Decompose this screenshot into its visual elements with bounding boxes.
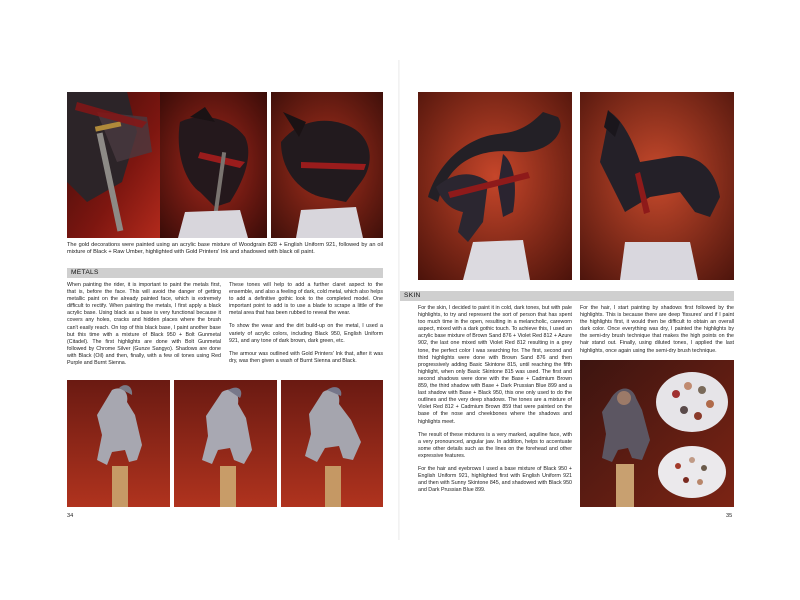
- skin-heading: SKIN: [404, 292, 421, 299]
- photo-horse-rearing-2: [580, 92, 734, 280]
- photo-sword-closeup: [67, 92, 160, 238]
- skin-paragraph: For the skin, I decided to paint it in cold, dark tones, but with pale highlights, to try and represent the sort of person that has spent too much time in the open, resulting in a melancholic, careworn aspect, mixed with a dark gothic touch. To achieve this, I used an acrylic base mixture of Brown Sand 876 + Violet Red 812 + Azure 902, the last one mixed with Violet Red 812 resulting in a grey tone, the perfect color I was searching for. The first, second and third highlights were done with Brown Sand 876 and then progressively adding Basic Skintone 815, until reaching the fifth highlight, when only Basic Skintone 815 was used. The first and second shadows were done with the Base + Cadmium Brown 859, the third shadow with Base + Dark Prussian Blue 899 and a last shadow with Base + Black 950, this one only used to do the outlines and the very deep shadows. The tones are a mixture of Violet Red 812 + Cadmium Brown 859 that were painted on the base of the nose and cheekbones where the shadows and highlights meet.: [418, 305, 572, 425]
- photo-rider-grey-1: [67, 380, 170, 507]
- skin-column-1: [418, 305, 572, 500]
- page-number-right: 35: [726, 513, 733, 519]
- skin-heading-bar: [400, 291, 734, 301]
- metals-paragraph: These tones will help to add a further claret aspect to the ensemble, and also a feeling of dark, cold metal, which also helps to add a definitive gothic look to the completed model. One important point to add is to use a blade to scrape a little of the metal area that has been rubbed to reveal the wear.: [229, 282, 383, 317]
- metals-column-2: [229, 282, 383, 371]
- metals-paragraph: When painting the rider, it is important to paint the metals first, that is, before the face. This will avoid the danger of getting metallic paint on the already painted face, which is extremely difficult to rectify. When painting the metals, I first apply a black acrylic base. Using black as a base is very functional because it covers any holes, cracks and hidden places where the brush can't easily reach. On top of this black base, I paint another base but this time with a mixture of Black 950 + Bolt Gunmetal (Citadel). The first highlights are done with Bolt Gunmetal followed by Chrome Silver (Gunze Sangyo). Shadows are done with Black (Oil) and then, finally, with a few oil tones using Red Purple and Burnt Sienna.: [67, 282, 221, 367]
- right-page: [400, 0, 800, 600]
- photo-rider-grey-2: [174, 380, 277, 507]
- page-number-left: 34: [67, 513, 74, 519]
- photo-horse-rearing-1: [418, 92, 572, 280]
- metals-heading-bar: [67, 268, 383, 278]
- skin-paragraph: For the hair, I start painting by shadows first followed by the highlights. This is because there are deep 'fissures' and if I paint the highlights first, it would then be difficult to obtain an overall dark color. Once everything was dry, I painted the highlights by the semi-dry brush technique that makes the high points on the hair stand out. Finally, using diluted tones, I applied the last highlights, once again using the semi-dry brush technique.: [580, 305, 734, 354]
- skin-column-2: [580, 305, 734, 361]
- photo-horse-front: [160, 92, 267, 238]
- photo-rider-grey-3: [281, 380, 383, 507]
- skin-paragraph: For the hair and eyebrows I used a base mixture of Black 950 + English Uniform 921, highlighted first with English Uniform 921 and then with Sunny Skintone 845, and shadowed with Black 950 and Dark Prussian Blue 899.: [418, 465, 572, 494]
- photo-horse-side: [271, 92, 383, 238]
- metals-paragraph: The armour was outlined with Gold Printers' Ink that, after it was dry, was then given a wash of Burnt Sienna and Black.: [229, 350, 383, 364]
- metals-paragraph: To show the wear and the dirt build-up on the metal, I used a variety of acrylic colors, including Black 950, English Uniform 921, and any tone of dark brown, dark green, etc.: [229, 323, 383, 344]
- photo-rider-painted-with-palette: [580, 360, 734, 507]
- metals-heading: METALS: [71, 269, 99, 276]
- metals-column-1: [67, 282, 221, 373]
- photo-caption: The gold decorations were painted using an acrylic base mixture of Woodgrain 828 + English Uniform 921, followed by an oil mixture of Black + Raw Umber, highlighted with Gold Printers' Ink and shadowed with black oil paint.: [67, 242, 383, 256]
- skin-paragraph: The result of these mixtures is a very marked, aquiline face, with a very pronounced, angular jaw. In addition, helps to accentuate some other details such as the lines on the forehead and other expressive features.: [418, 431, 572, 459]
